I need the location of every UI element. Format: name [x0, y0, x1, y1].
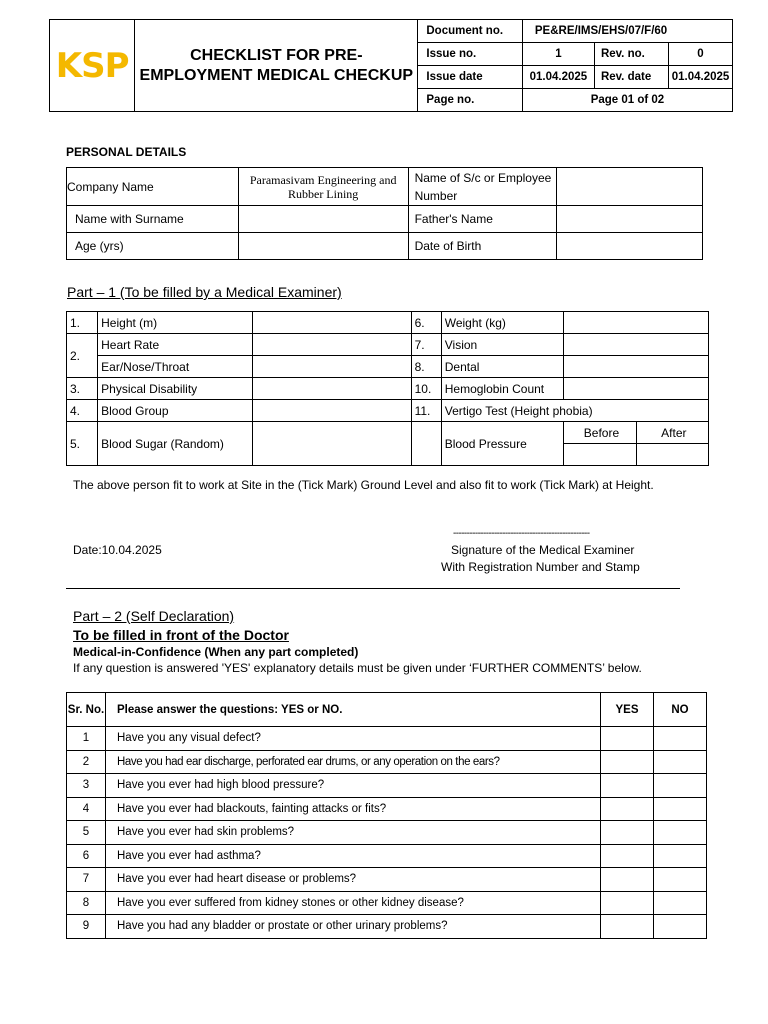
dob-value[interactable] — [556, 233, 702, 260]
self-declaration-table — [66, 692, 707, 939]
table-row — [67, 821, 707, 845]
p1-label: Heart Rate — [98, 334, 253, 356]
p1-label2: Hemoglobin Count — [441, 378, 564, 400]
after-value[interactable] — [636, 444, 708, 466]
p1-value2[interactable] — [564, 312, 709, 334]
question-text: Have you ever had high blood pressure? — [106, 774, 601, 798]
document-no-label: Document no. — [418, 20, 523, 43]
rev-no-label: Rev. no. — [594, 43, 668, 66]
p1-label: Blood Group — [98, 400, 253, 422]
ksp-logo: KSP — [55, 45, 129, 86]
no-checkbox[interactable] — [654, 750, 707, 774]
no-checkbox[interactable] — [654, 797, 707, 821]
yes-checkbox[interactable] — [601, 797, 654, 821]
logo-cell — [50, 20, 135, 112]
age-value[interactable] — [238, 233, 408, 260]
question-text: Have you had ear discharge, perforated ear drums, or any operation on the ears? — [106, 750, 601, 774]
blood-pressure-subtable — [564, 422, 708, 465]
yes-checkbox[interactable] — [601, 868, 654, 892]
col-no: NO — [654, 693, 707, 727]
table-row — [67, 891, 707, 915]
part2-heading: Part – 2 (Self Declaration) — [73, 608, 235, 624]
rev-no-value: 0 — [669, 43, 733, 66]
company-name-value: Paramasivam Engineering and Rubber Lining — [238, 168, 408, 206]
question-text: Have you had any bladder or prostate or other urinary problems? — [106, 915, 601, 939]
question-text: Have you any visual defect? — [106, 727, 601, 751]
blood-pressure-label: Blood Pressure — [441, 422, 564, 466]
company-name-label: Company Name — [67, 168, 239, 206]
yes-checkbox[interactable] — [601, 821, 654, 845]
col-question: Please answer the questions: YES or NO. — [106, 693, 601, 727]
exam-date: Date:10.04.2025 — [73, 543, 162, 557]
p1-value2[interactable] — [564, 356, 709, 378]
p1-label: Ear/Nose/Throat — [98, 356, 253, 378]
col-yes: YES — [601, 693, 654, 727]
document-title: CHECKLIST FOR PRE-EMPLOYMENT MEDICAL CHECKUP — [135, 20, 418, 112]
p1-num2: 8. — [411, 356, 441, 378]
yes-checkbox[interactable] — [601, 891, 654, 915]
father-name-label: Father's Name — [408, 206, 556, 233]
page-no-value: Page 01 of 02 — [522, 89, 732, 112]
question-number: 5 — [67, 821, 106, 845]
document-no-value: PE&RE/IMS/EHS/07/F/60 — [522, 20, 732, 43]
p1-label2: Weight (kg) — [441, 312, 564, 334]
no-checkbox[interactable] — [654, 891, 707, 915]
rev-date-label: Rev. date — [594, 66, 668, 89]
no-checkbox[interactable] — [654, 915, 707, 939]
part1-heading: Part – 1 (To be filled by a Medical Examiner) — [67, 284, 342, 300]
fit-statement: The above person fit to work at Site in the (Tick Mark) Ground Level and also fit to work (Tick Mark) at Height. — [73, 478, 654, 492]
yes-checkbox[interactable] — [601, 844, 654, 868]
p1-value[interactable] — [252, 400, 411, 422]
table-row — [67, 868, 707, 892]
p1-label: Height (m) — [98, 312, 253, 334]
p1-num2: 10. — [411, 378, 441, 400]
no-checkbox[interactable] — [654, 774, 707, 798]
question-text: Have you ever suffered from kidney stones or other kidney disease? — [106, 891, 601, 915]
p1-value[interactable] — [252, 312, 411, 334]
no-checkbox[interactable] — [654, 868, 707, 892]
p1-label2: Dental — [441, 356, 564, 378]
signature-line: -------------------------------------------------- — [453, 528, 590, 539]
personal-details-heading: PERSONAL DETAILS — [66, 145, 187, 159]
p1-num2: 7. — [411, 334, 441, 356]
issue-no-value: 1 — [522, 43, 594, 66]
col-sr-no: Sr. No. — [67, 693, 106, 727]
p1-label2: Vision — [441, 334, 564, 356]
after-label: After — [636, 422, 708, 444]
question-text: Have you ever had blackouts, fainting attacks or fits? — [106, 797, 601, 821]
p1-value[interactable] — [252, 378, 411, 400]
p1-label: Physical Disability — [98, 378, 253, 400]
question-number: 8 — [67, 891, 106, 915]
dob-label: Date of Birth — [408, 233, 556, 260]
part2-subheading: To be filled in front of the Doctor — [73, 627, 289, 643]
before-value[interactable] — [564, 444, 636, 466]
father-name-value[interactable] — [556, 206, 702, 233]
sc-employee-value[interactable] — [556, 168, 702, 206]
table-row — [67, 915, 707, 939]
p1-num2: 6. — [411, 312, 441, 334]
rev-date-value: 01.04.2025 — [669, 66, 733, 89]
p1-value[interactable] — [252, 356, 411, 378]
sc-employee-label: Name of S/c or Employee Number — [408, 168, 556, 206]
question-number: 7 — [67, 868, 106, 892]
p1-num: 1. — [67, 312, 98, 334]
personal-details-table — [66, 167, 703, 260]
name-surname-value[interactable] — [238, 206, 408, 233]
p1-value2[interactable] — [564, 378, 709, 400]
age-label: Age (yrs) — [67, 233, 239, 260]
p1-label2: Vertigo Test (Height phobia) — [441, 400, 708, 422]
no-checkbox[interactable] — [654, 844, 707, 868]
question-text: Have you ever had skin problems? — [106, 821, 601, 845]
p1-value2[interactable] — [564, 334, 709, 356]
p1-value[interactable] — [252, 422, 411, 466]
name-surname-label: Name with Surname — [67, 206, 239, 233]
instruction-text: If any question is answered 'YES' explanatory details must be given under ‘FURTHER COMMENTS’ below. — [73, 661, 642, 675]
part1-table — [66, 311, 709, 466]
registration-label: With Registration Number and Stamp — [441, 560, 640, 574]
p1-num: 3. — [67, 378, 98, 400]
question-text: Have you ever had heart disease or problems? — [106, 868, 601, 892]
question-number: 3 — [67, 774, 106, 798]
table-row — [67, 750, 707, 774]
question-number: 9 — [67, 915, 106, 939]
question-number: 4 — [67, 797, 106, 821]
question-number: 6 — [67, 844, 106, 868]
signature-label: Signature of the Medical Examiner — [451, 543, 635, 557]
blood-pressure-cell — [564, 422, 709, 466]
p1-num: 4. — [67, 400, 98, 422]
table-row — [67, 774, 707, 798]
issue-date-value: 01.04.2025 — [522, 66, 594, 89]
yes-checkbox[interactable] — [601, 774, 654, 798]
p1-label: Blood Sugar (Random) — [98, 422, 253, 466]
table-row — [67, 797, 707, 821]
page-no-label: Page no. — [418, 89, 523, 112]
no-checkbox[interactable] — [654, 727, 707, 751]
question-text: Have you ever had asthma? — [106, 844, 601, 868]
confidential-note: Medical-in-Confidence (When any part completed) — [73, 645, 359, 659]
table-row — [67, 727, 707, 751]
issue-date-label: Issue date — [418, 66, 523, 89]
yes-checkbox[interactable] — [601, 915, 654, 939]
p1-value[interactable] — [252, 334, 411, 356]
yes-checkbox[interactable] — [601, 750, 654, 774]
p1-num2 — [411, 422, 441, 466]
no-checkbox[interactable] — [654, 821, 707, 845]
section-divider — [66, 588, 680, 589]
table-row — [67, 844, 707, 868]
p1-num: 5. — [67, 422, 98, 466]
yes-checkbox[interactable] — [601, 727, 654, 751]
question-number: 2 — [67, 750, 106, 774]
p1-num: 2. — [67, 334, 98, 378]
issue-no-label: Issue no. — [418, 43, 523, 66]
p1-num2: 11. — [411, 400, 441, 422]
before-label: Before — [564, 422, 636, 444]
document-header — [49, 19, 733, 112]
question-number: 1 — [67, 727, 106, 751]
